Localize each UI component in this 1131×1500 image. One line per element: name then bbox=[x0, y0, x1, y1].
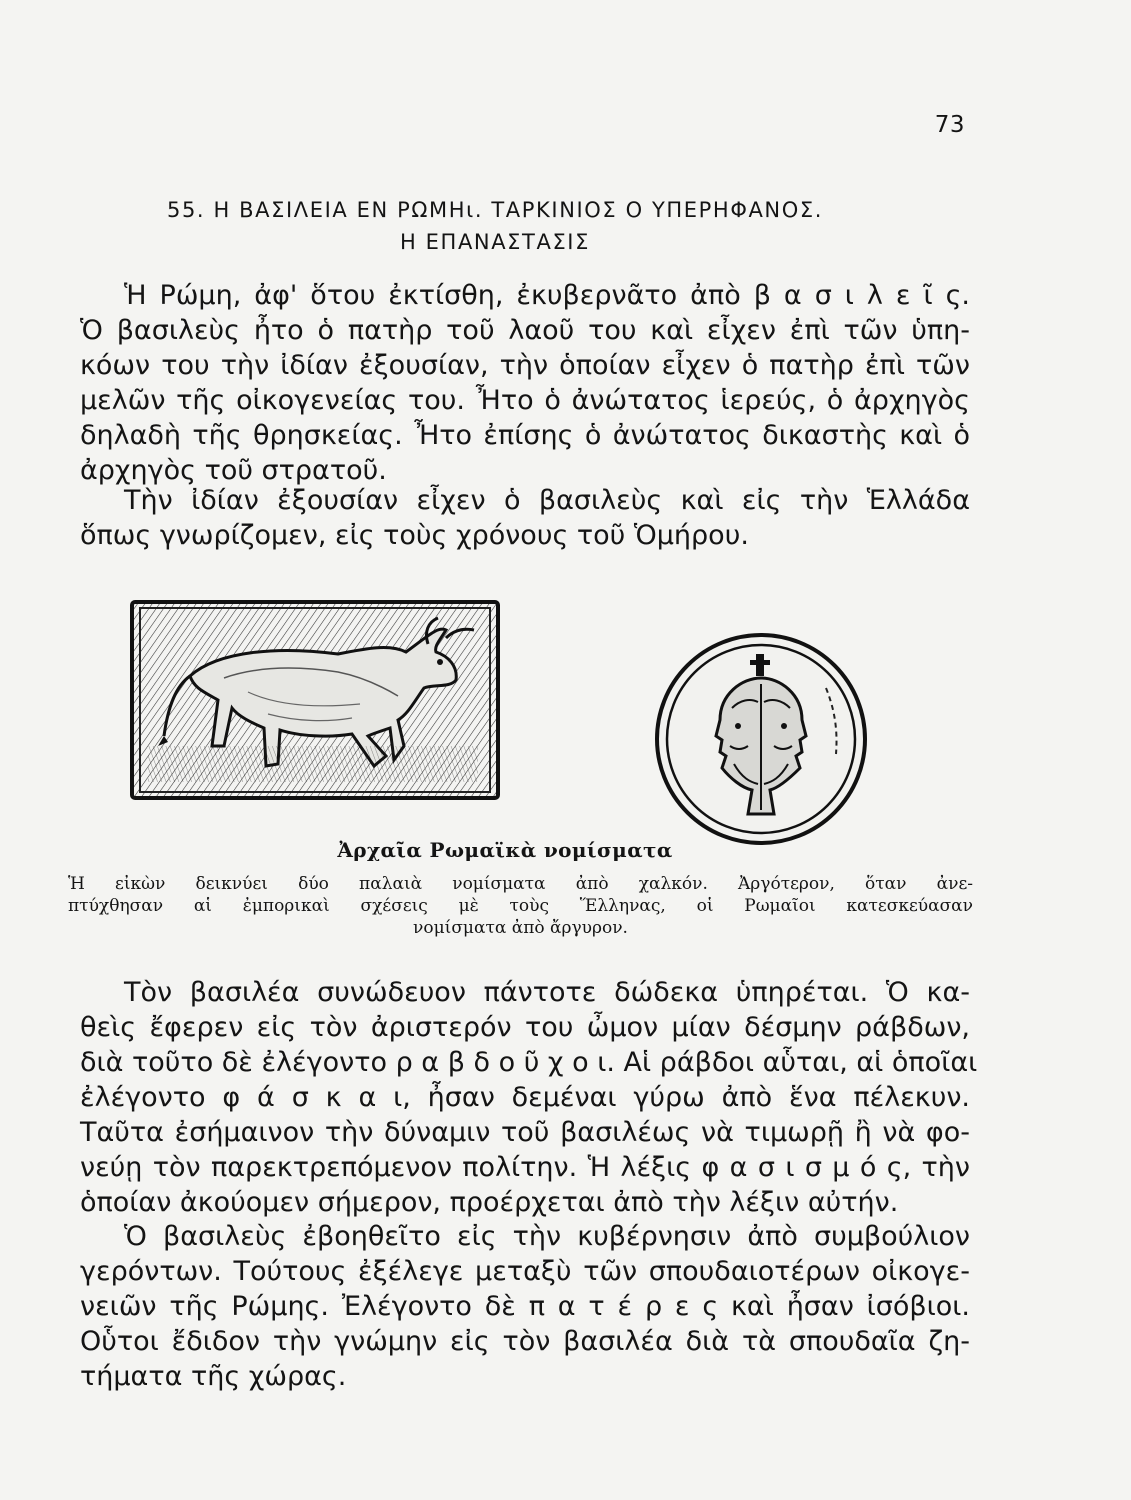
chapter-title bbox=[0, 194, 990, 258]
text-line: ὅπως γνωρίζομεν, εἰς τοὺς χρόνους τοῦ Ὁμήρου. bbox=[80, 520, 749, 551]
paragraph-3 bbox=[80, 975, 978, 1220]
text-line: Τὸν βασιλέα συνώδευον πάντοτε δώδεκα ὑπηρέται. Ὁ κα- bbox=[124, 977, 970, 1008]
caption-line: πτύχθησαν αἱ ἐμπορικαὶ σχέσεις μὲ τοὺς Ἕλληνας, οἱ Ρωμαῖοι κατεσκεύασαν bbox=[68, 896, 973, 916]
text-line: ἀρχηγὸς τοῦ στρατοῦ. bbox=[80, 455, 387, 486]
text-line: τήματα τῆς χώρας. bbox=[80, 1361, 347, 1392]
chapter-title-line: 55. Η ΒΑΣΙΛΕΙΑ ΕΝ ΡΩΜΗι. ΤΑΡΚΙΝΙΟΣ Ο ΥΠΕΡΗΦΑΝΟΣ. bbox=[167, 198, 823, 222]
caption-line: Ἡ εἰκὼν δεικνύει δύο παλαιὰ νομίσματα ἀπὸ χαλκόν. Ἀργότερον, ὅταν ἀνε- bbox=[68, 874, 973, 894]
text-line: Οὗτοι ἔδιδον τὴν γνώμην εἰς τὸν βασιλέα διὰ τὰ σπουδαῖα ζη- bbox=[80, 1326, 970, 1357]
caption-line: νομίσματα ἀπὸ ἄργυρον. bbox=[413, 918, 628, 938]
bull-coin-icon bbox=[128, 596, 504, 806]
bull-coin-illustration bbox=[128, 596, 504, 806]
text-line: διὰ τοῦτο δὲ ἐλέγοντο ρ α β δ ο ῦ χ ο ι. Αἱ ράβδοι αὗται, αἱ ὁποῖαι bbox=[80, 1047, 978, 1078]
text-line: δηλαδὴ τῆς θρησκείας. Ἦτο ἐπίσης ὁ ἀνώτατος δικαστὴς καὶ ὁ bbox=[80, 420, 970, 451]
text-line: Ταῦτα ἐσήμαινον τὴν δύναμιν τοῦ βασιλέως νὰ τιμωρῇ ἢ νὰ φο- bbox=[80, 1117, 970, 1148]
text-line: Τὴν ἰδίαν ἐξουσίαν εἶχεν ὁ βασιλεὺς καὶ εἰς τὴν Ἑλλάδα bbox=[124, 485, 970, 516]
text-line: νεύῃ τὸν παρεκτρεπόμενον πολίτην. Ἡ λέξις φ α σ ι σ μ ό ς, τὴν bbox=[80, 1152, 970, 1183]
paragraph-4 bbox=[80, 1219, 970, 1394]
text-line: θεὶς ἔφερεν εἰς τὸν ἀριστερόν του ὦμον μίαν δέσμην ράβδων, bbox=[80, 1012, 970, 1043]
paragraph-1 bbox=[80, 278, 970, 488]
figure-caption-text bbox=[68, 873, 973, 939]
text-line: γερόντων. Τούτους ἐξέλεγε μεταξὺ τῶν σπουδαιοτέρων οἰκογε- bbox=[80, 1256, 970, 1287]
text-line: ἐλέγοντο φ ά σ κ α ι, ἦσαν δεμέναι γύρω ἀπὸ ἕνα πέλεκυν. bbox=[80, 1082, 970, 1113]
text-line: ὁποίαν ἀκούομεν σήμερον, προέρχεται ἀπὸ τὴν λέξιν αὐτήν. bbox=[80, 1187, 899, 1218]
text-line: Ἡ Ρώμη, ἀφ' ὅτου ἐκτίσθη, ἐκυβερνᾶτο ἀπὸ β α σ ι λ ε ῖ ς. bbox=[124, 280, 970, 311]
text-line: κόων του τὴν ἰδίαν ἐξουσίαν, τὴν ὁποίαν εἶχεν ὁ πατὴρ ἐπὶ τῶν bbox=[80, 350, 970, 381]
page-number: 73 bbox=[934, 112, 965, 138]
janus-coin-illustration bbox=[650, 628, 872, 850]
janus-coin-icon bbox=[650, 628, 872, 850]
paragraph-2 bbox=[80, 483, 970, 553]
chapter-title-line: Η ΕΠΑΝΑΣΤΑΣΙΣ bbox=[400, 230, 590, 254]
text-line: νειῶν τῆς Ρώμης. Ἐλέγοντο δὲ π α τ έ ρ ε ς καὶ ἦσαν ἰσόβιοι. bbox=[80, 1291, 970, 1322]
text-line: μελῶν τῆς οἰκογενείας του. Ἦτο ὁ ἀνώτατος ἱερεύς, ὁ ἀρχηγὸς bbox=[80, 385, 970, 416]
text-line: Ὁ βασιλεὺς ἦτο ὁ πατὴρ τοῦ λαοῦ του καὶ εἶχεν ἐπὶ τῶν ὑπη- bbox=[80, 315, 970, 346]
text-line: Ὁ βασιλεὺς ἐβοηθεῖτο εἰς τὴν κυβέρνησιν ἀπὸ συμβούλιον bbox=[124, 1221, 970, 1252]
figure-caption-title: Ἀρχαῖα Ρωμαϊκὰ νομίσματα bbox=[337, 838, 673, 862]
